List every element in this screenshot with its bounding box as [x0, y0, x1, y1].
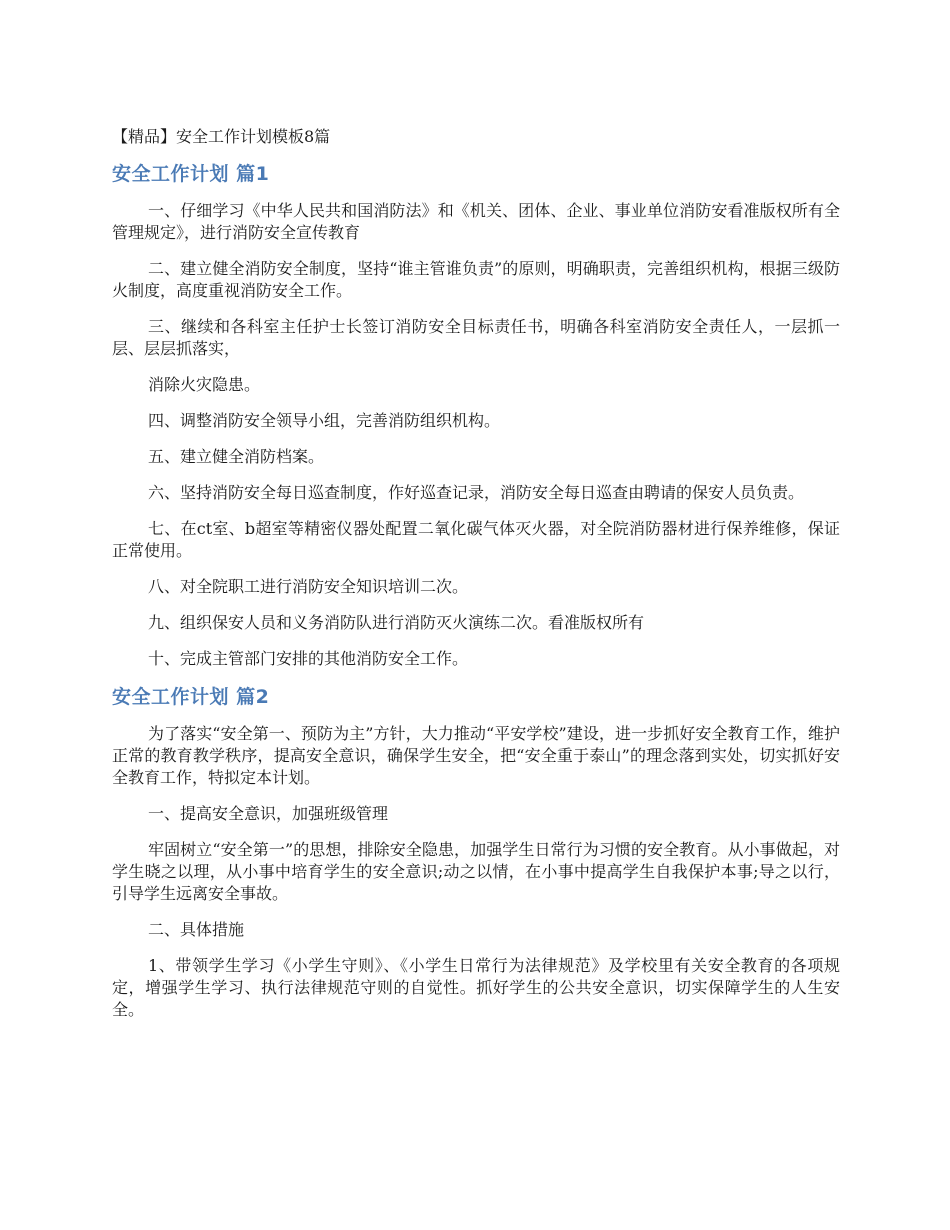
- section-1: [112, 161, 840, 670]
- section-2: [112, 684, 840, 1021]
- paragraph: 牢固树立“安全第一”的思想，排除安全隐患，加强学生日常行为习惯的安全教育。从小事做起，对学生晓之以理，从小事中培育学生的安全意识;动之以情，在小事中提高学生自我保护本事;导之以行，引导学生远离安全事故。: [112, 840, 840, 903]
- document-page: [112, 126, 840, 1035]
- section-heading: 安全工作计划 篇2: [112, 686, 270, 708]
- paragraph: 十、完成主管部门安排的其他消防安全工作。: [148, 649, 469, 668]
- document-title: 【精品】安全工作计划模板8篇: [112, 127, 331, 146]
- paragraph: 八、对全院职工进行消防安全知识培训二次。: [148, 577, 469, 596]
- paragraph: 一、仔细学习《中华人民共和国消防法》和《机关、团体、企业、事业单位消防安看准版权所有全管理规定》，进行消防安全宣传教育: [112, 201, 840, 242]
- paragraph: 二、建立健全消防安全制度，坚持“谁主管谁负责”的原则，明确职责，完善组织机构，根据三级防火制度，高度重视消防安全工作。: [112, 259, 840, 300]
- paragraph: 为了落实“安全第一、预防为主”方针，大力推动“平安学校”建设，进一步抓好安全教育工作，维护正常的教育教学秩序，提高安全意识，确保学生安全，把“安全重于泰山”的理念落到实处，切实抓好安全教育工作，特拟定本计划。: [112, 724, 840, 787]
- paragraph: 1、带领学生学习《小学生守则》、《小学生日常行为法律规范》及学校里有关安全教育的各项规定，增强学生学习、执行法律规范守则的自觉性。抓好学生的公共安全意识，切实保障学生的人生安全。: [112, 956, 840, 1019]
- paragraph: 六、坚持消防安全每日巡查制度，作好巡查记录，消防安全每日巡查由聘请的保安人员负责。: [148, 483, 805, 502]
- paragraph: 一、提高安全意识，加强班级管理: [148, 804, 389, 823]
- paragraph: 三、继续和各科室主任护士长签订消防安全目标责任书，明确各科室消防安全责任人，一层抓一层、层层抓落实，: [112, 317, 840, 358]
- paragraph: 五、建立健全消防档案。: [148, 447, 325, 466]
- paragraph: 消除火灾隐患。: [148, 375, 261, 394]
- paragraph: 九、组织保安人员和义务消防队进行消防灭火演练二次。看准版权所有: [148, 613, 645, 632]
- paragraph: 七、在ct室、b超室等精密仪器处配置二氧化碳气体灭火器，对全院消防器材进行保养维修，保证正常使用。: [112, 519, 840, 560]
- section-heading: 安全工作计划 篇1: [112, 163, 270, 185]
- paragraph: 四、调整消防安全领导小组，完善消防组织机构。: [148, 411, 501, 430]
- paragraph: 二、具体措施: [148, 920, 245, 939]
